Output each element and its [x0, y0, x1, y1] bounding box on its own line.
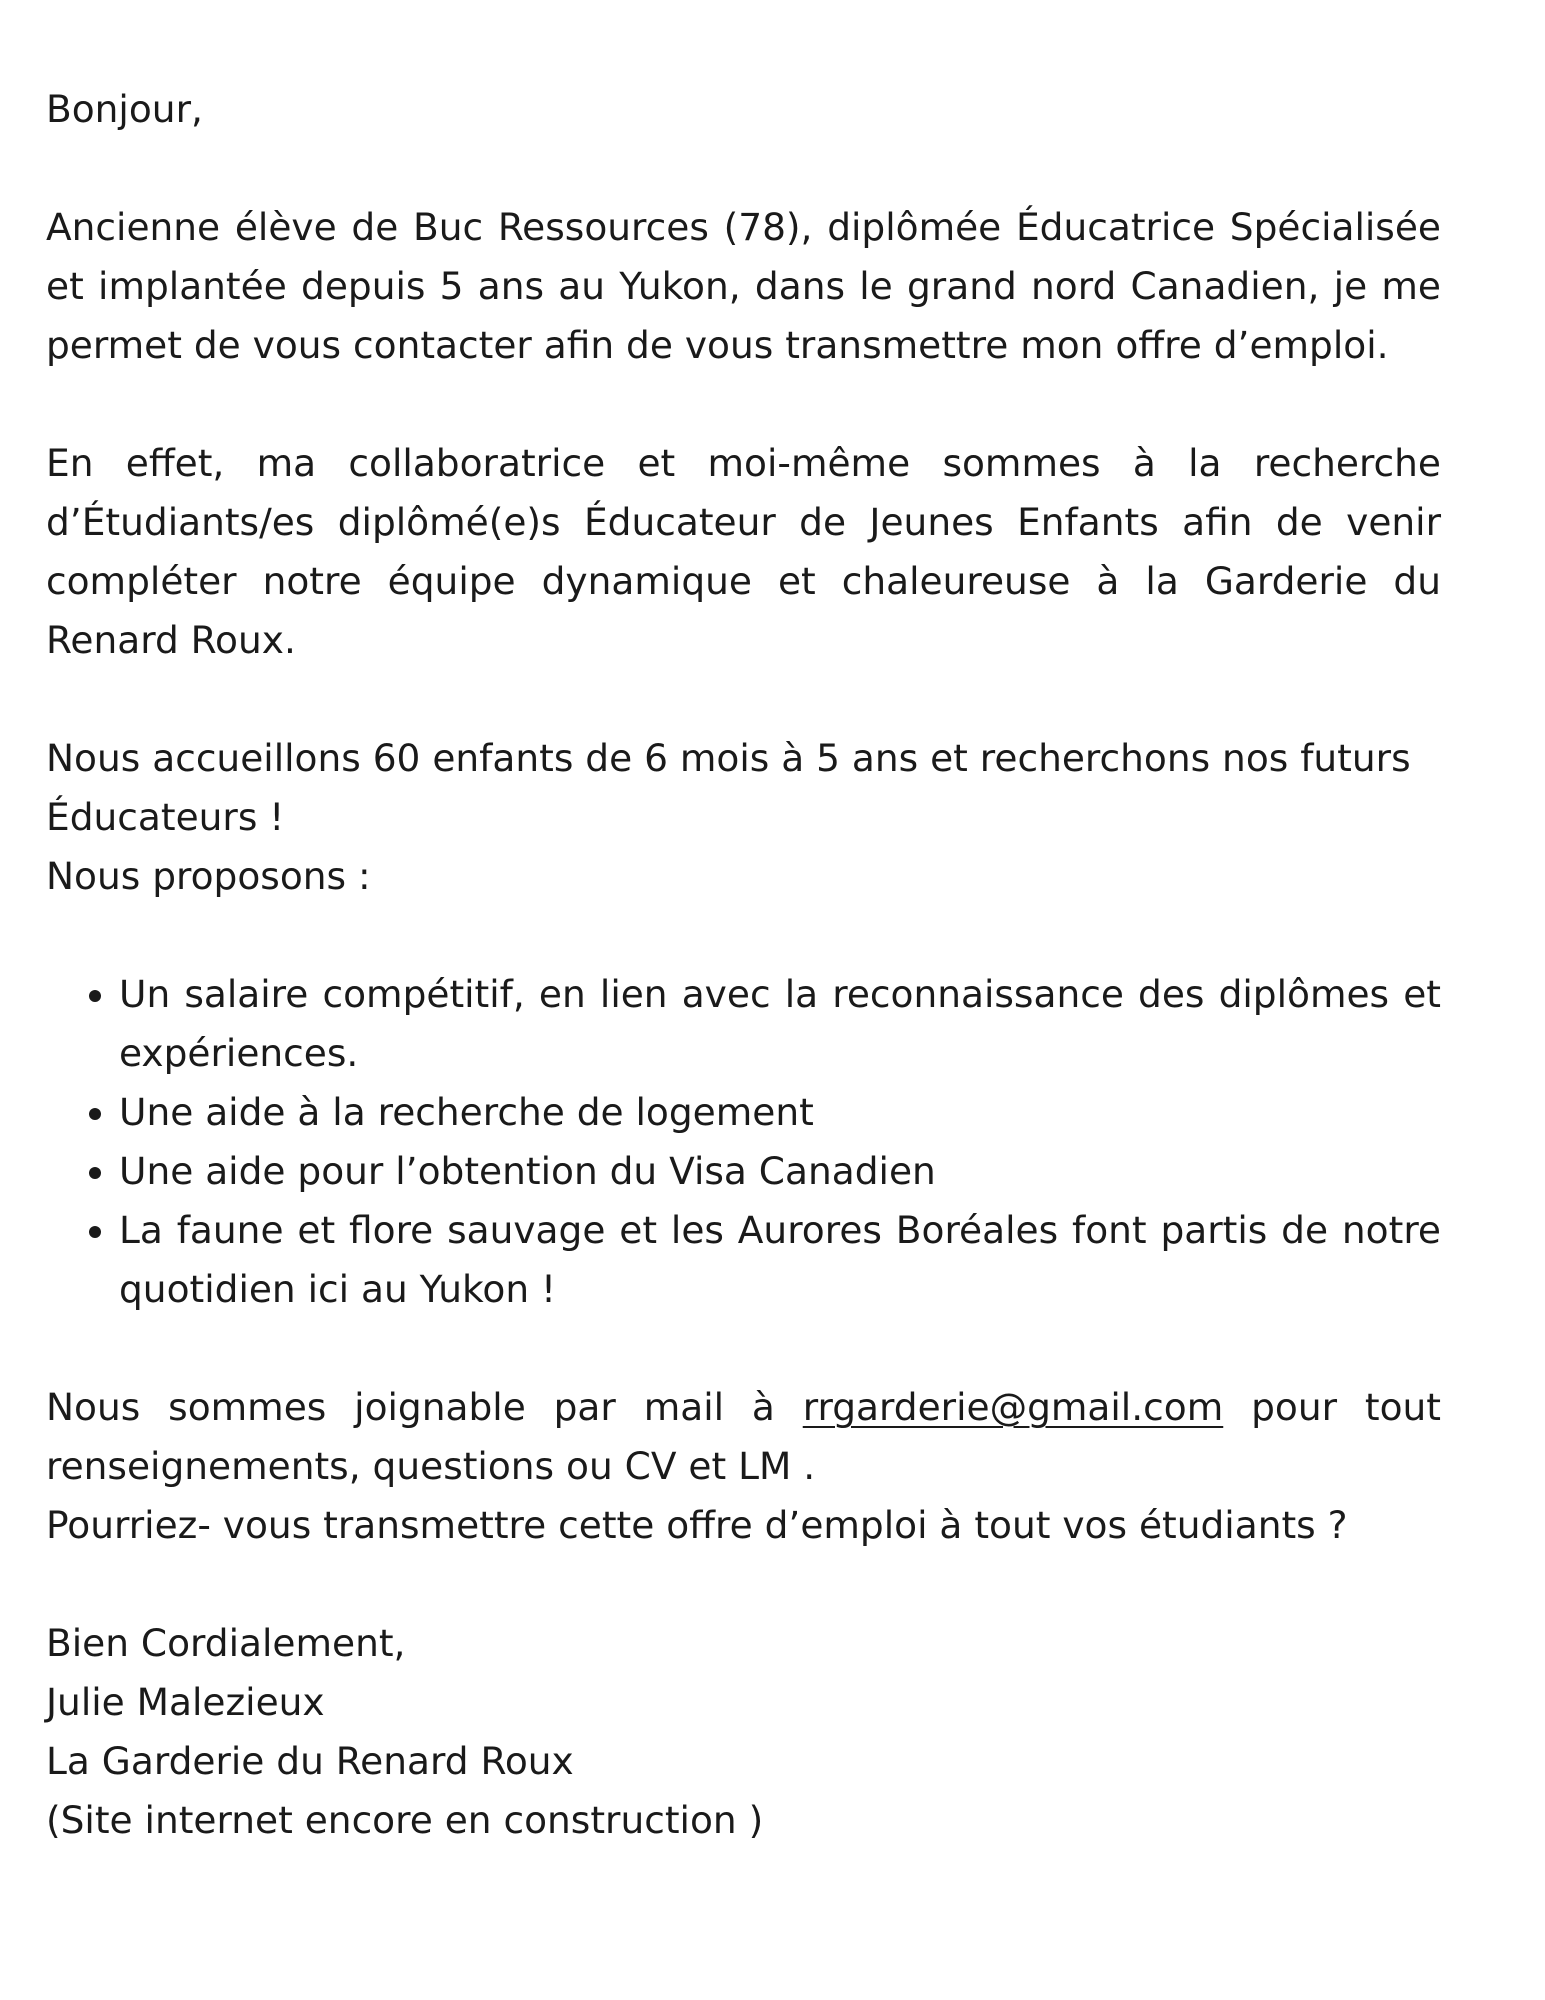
signature-block: [46, 1614, 1441, 1850]
intro-paragraph: Ancienne élève de Buc Ressources (78), diplômée Éducatrice Spécialisée et implantée depuis 5 ans au Yukon, dans le grand nord Canadien, je me permet de vous contacter afin de vous transmettre mon offre d’emploi.: [46, 205, 1441, 367]
signature-note: (Site internet encore en construction ): [46, 1798, 764, 1842]
contact-request: Pourriez- vous transmettre cette offre d’emploi à tout vos étudiants ?: [46, 1503, 1348, 1547]
contact-paragraph: [46, 1378, 1441, 1555]
benefit-item: • Une aide pour l’obtention du Visa Canadien: [119, 1142, 1441, 1201]
benefits-list: [46, 965, 1441, 1319]
benefit-item: • La faune et flore sauvage et les Aurores Boréales font partis de notre quotidien ici au Yukon !: [119, 1201, 1441, 1319]
offer-paragraph: [46, 729, 1441, 906]
greeting: Bonjour,: [46, 87, 203, 131]
letter-body: [46, 80, 1441, 1909]
signature-closing: Bien Cordialement,: [46, 1621, 406, 1665]
benefit-item: • Un salaire compétitif, en lien avec la reconnaissance des diplômes et expériences.: [119, 965, 1441, 1083]
contact-text-before: Nous sommes joignable par mail à: [46, 1385, 803, 1429]
search-paragraph: En effet, ma collaboratrice et moi-même sommes à la recherche d’Étudiants/es diplômé(e)s Éducateur de Jeunes Enfants afin de venir compléter notre équipe dynamique et chaleureuse à la Garderie du Renard Roux.: [46, 441, 1441, 662]
contact-line: [46, 1378, 1441, 1496]
signature-name: Julie Malezieux: [46, 1680, 325, 1724]
benefit-item: • Une aide à la recherche de logement: [119, 1083, 1441, 1142]
email-link[interactable]: rrgarderie@gmail.com: [802, 1385, 1224, 1429]
offer-propose: Nous proposons :: [46, 854, 371, 898]
signature-organization: La Garderie du Renard Roux: [46, 1739, 574, 1783]
offer-welcome: Nous accueillons 60 enfants de 6 mois à 5 ans et recherchons nos futurs Éducateurs !: [46, 736, 1411, 839]
contact-text-after: pour tout renseignements, questions ou CV et LM .: [46, 1385, 1442, 1488]
